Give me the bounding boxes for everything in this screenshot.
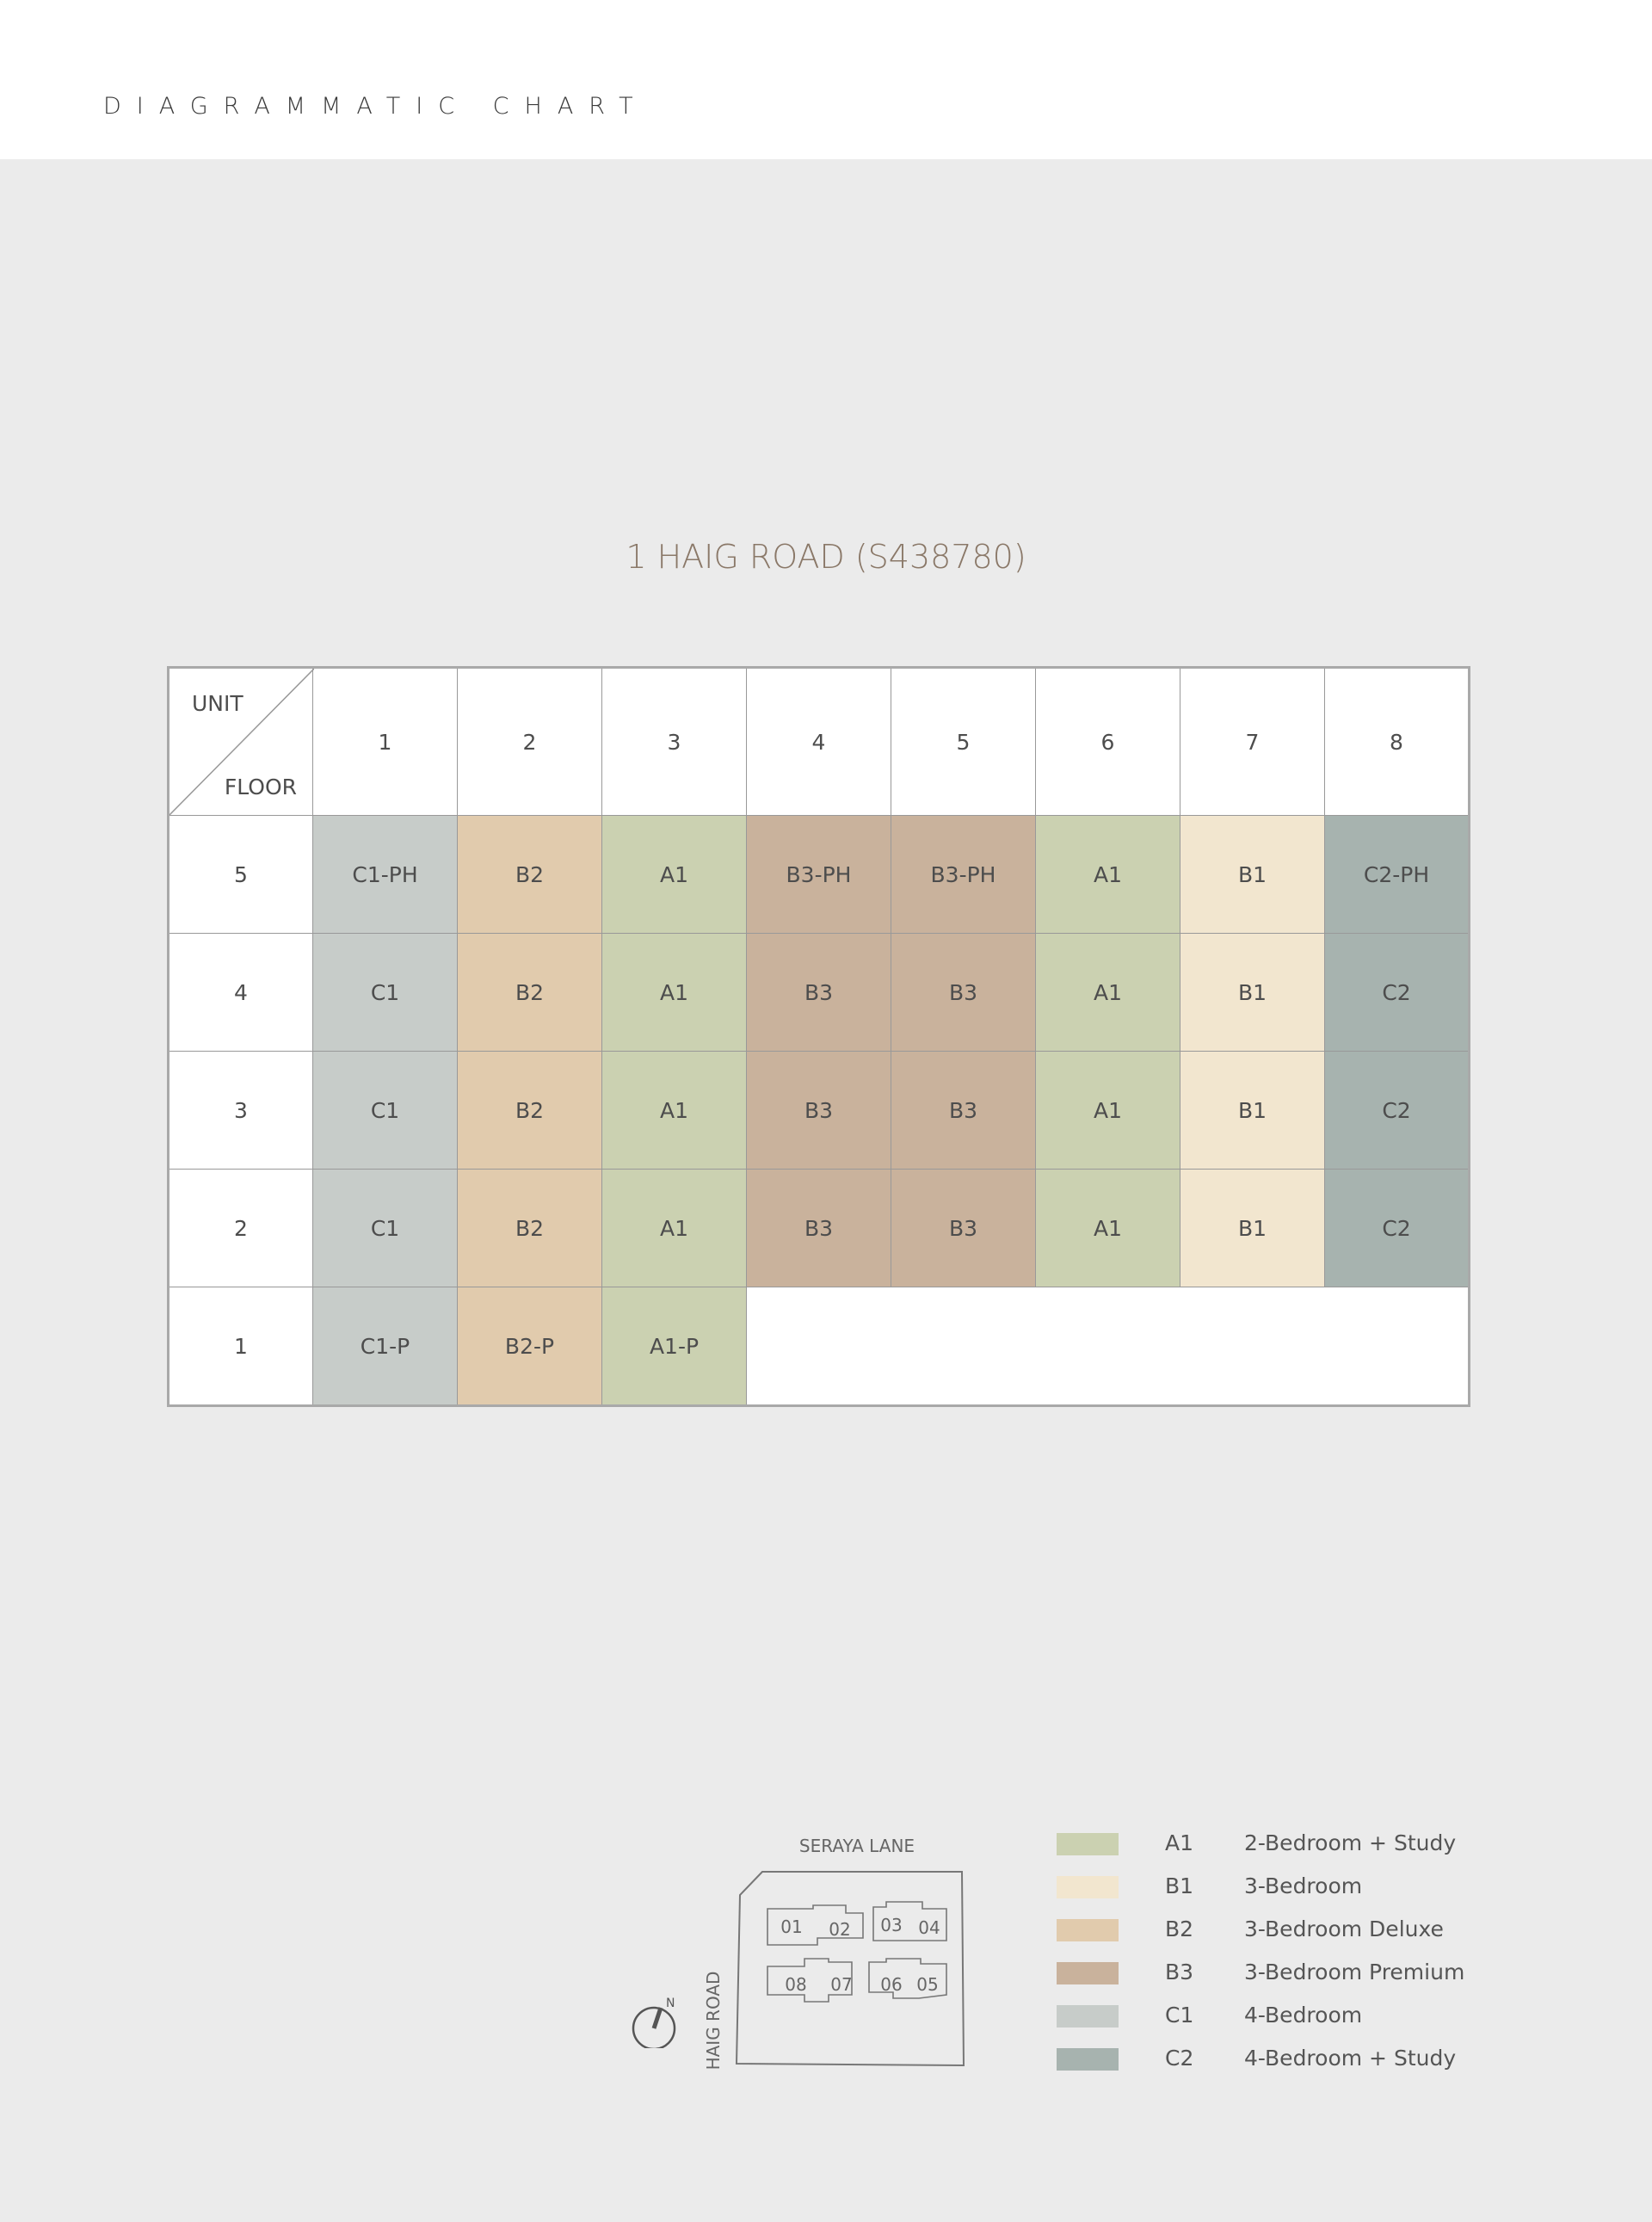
- unit-cell: B3: [891, 934, 1036, 1052]
- floor-label: 3: [169, 1052, 313, 1170]
- unit-cell: A1: [1036, 934, 1180, 1052]
- site-plan: [620, 1824, 981, 2091]
- legend-swatch: [1057, 1919, 1119, 1941]
- legend-code: B3: [1165, 1960, 1194, 1984]
- legend-swatch: [1057, 1833, 1119, 1855]
- road-label-top: SERAYA LANE: [798, 1836, 915, 1856]
- unit-cell: C2: [1325, 934, 1470, 1052]
- unit-cell: A1: [1036, 1170, 1180, 1287]
- legend-swatch: [1057, 1876, 1119, 1898]
- unit-cell: B2: [458, 1170, 602, 1287]
- unit-cell: A1: [602, 816, 747, 934]
- road-label-left: HAIG ROAD: [703, 1971, 724, 2071]
- floor-label: 5: [169, 816, 313, 934]
- site-unit-03: 03: [880, 1915, 903, 1935]
- unit-cell: C1: [313, 934, 458, 1052]
- legend-code: C2: [1165, 2046, 1194, 2071]
- legend-item: [1057, 1869, 1487, 1912]
- legend-item: [1057, 2041, 1487, 2084]
- page-title: DIAGRAMMATIC CHART: [103, 93, 649, 120]
- table-corner-header: [169, 668, 313, 816]
- unit-cell: B3: [891, 1170, 1036, 1287]
- unit-cell: B1: [1180, 1052, 1325, 1170]
- unit-cell: A1: [1036, 816, 1180, 934]
- empty-cell: [747, 1287, 1470, 1406]
- unit-header-7: 7: [1180, 668, 1325, 816]
- legend-code: B1: [1165, 1873, 1194, 1898]
- floor-label: 2: [169, 1170, 313, 1287]
- floor-axis-label: FLOOR: [224, 775, 297, 799]
- legend-code: A1: [1165, 1830, 1194, 1855]
- legend-swatch: [1057, 2048, 1119, 2071]
- site-unit-08: 08: [785, 1974, 807, 1995]
- unit-cell: B3-PH: [891, 816, 1036, 934]
- unit-header-3: 3: [602, 668, 747, 816]
- floor-label: 1: [169, 1287, 313, 1406]
- unit-cell: B2: [458, 934, 602, 1052]
- table-row: [169, 934, 1470, 1052]
- unit-header-8: 8: [1325, 668, 1470, 816]
- legend-swatch: [1057, 2005, 1119, 2028]
- unit-cell: B1: [1180, 934, 1325, 1052]
- building-address: 1 HAIG ROAD (S438780): [626, 538, 1026, 576]
- north-label: N: [666, 1997, 675, 2010]
- unit-cell: B3: [747, 934, 891, 1052]
- legend-description: 3-Bedroom Deluxe: [1244, 1916, 1444, 1941]
- table-row: [169, 1287, 1470, 1406]
- legend-item: [1057, 1955, 1487, 1998]
- site-boundary: [737, 1872, 964, 2065]
- unit-cell: C2-PH: [1325, 816, 1470, 934]
- unit-cell: B3: [747, 1052, 891, 1170]
- unit-cell: A1: [602, 1170, 747, 1287]
- unit-cell: C1-P: [313, 1287, 458, 1406]
- unit-cell: C2: [1325, 1052, 1470, 1170]
- legend-item: [1057, 1826, 1487, 1869]
- unit-cell: A1: [1036, 1052, 1180, 1170]
- unit-cell: A1: [602, 934, 747, 1052]
- legend-description: 2-Bedroom + Study: [1244, 1830, 1457, 1855]
- unit-header-2: 2: [458, 668, 602, 816]
- legend-description: 3-Bedroom: [1244, 1873, 1363, 1898]
- unit-cell: A1-P: [602, 1287, 747, 1406]
- legend-description: 4-Bedroom: [1244, 2003, 1363, 2028]
- unit-header-1: 1: [313, 668, 458, 816]
- legend-item: [1057, 1912, 1487, 1955]
- unit-cell: B1: [1180, 816, 1325, 934]
- unit-cell: C2: [1325, 1170, 1470, 1287]
- north-compass-icon: [628, 1997, 680, 2048]
- unit-cell: B3: [747, 1170, 891, 1287]
- site-unit-06: 06: [880, 1974, 903, 1995]
- legend-code: B2: [1165, 1916, 1194, 1941]
- header: [0, 0, 1652, 159]
- unit-cell: B2: [458, 816, 602, 934]
- unit-header-4: 4: [747, 668, 891, 816]
- unit-chart-table: [167, 666, 1470, 1407]
- site-unit-05: 05: [916, 1974, 939, 1995]
- site-unit-04: 04: [918, 1917, 940, 1938]
- table-row: [169, 816, 1470, 934]
- table-row: [169, 1170, 1470, 1287]
- unit-cell: B3: [891, 1052, 1036, 1170]
- table-row: [169, 1052, 1470, 1170]
- unit-cell: C1: [313, 1052, 458, 1170]
- unit-cell: B2: [458, 1052, 602, 1170]
- floor-label: 4: [169, 934, 313, 1052]
- legend-swatch: [1057, 1962, 1119, 1984]
- site-unit-07: 07: [830, 1974, 853, 1995]
- unit-cell: B1: [1180, 1170, 1325, 1287]
- unit-cell: B2-P: [458, 1287, 602, 1406]
- unit-axis-label: UNIT: [192, 691, 243, 716]
- unit-cell: B3-PH: [747, 816, 891, 934]
- unit-header-6: 6: [1036, 668, 1180, 816]
- unit-header-5: 5: [891, 668, 1036, 816]
- legend-code: C1: [1165, 2003, 1194, 2028]
- unit-cell: C1-PH: [313, 816, 458, 934]
- legend-description: 3-Bedroom Premium: [1244, 1960, 1465, 1984]
- site-unit-01: 01: [780, 1916, 803, 1937]
- unit-type-legend: [1057, 1826, 1487, 2084]
- unit-cell: C1: [313, 1170, 458, 1287]
- site-unit-02: 02: [829, 1919, 851, 1940]
- legend-description: 4-Bedroom + Study: [1244, 2046, 1457, 2071]
- unit-cell: A1: [602, 1052, 747, 1170]
- legend-item: [1057, 1998, 1487, 2041]
